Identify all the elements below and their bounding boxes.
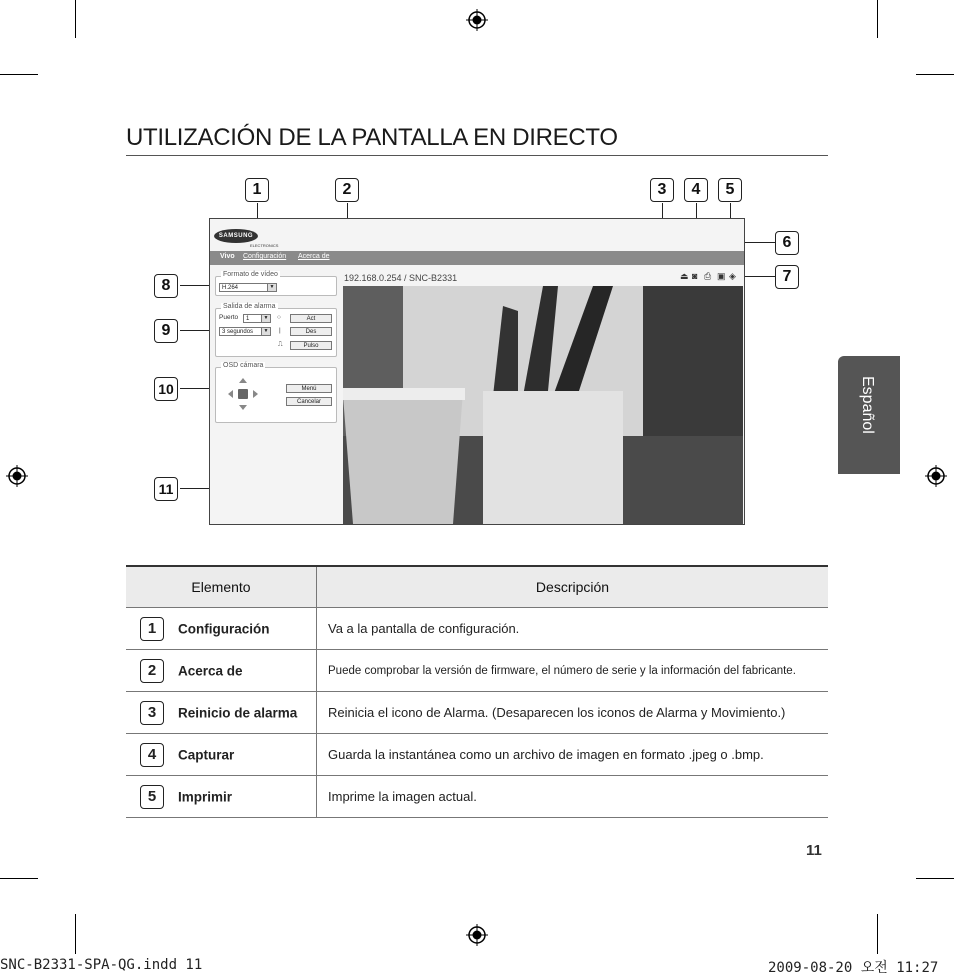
menu-live[interactable]: Vivo: [220, 253, 235, 260]
fullscreen-icon[interactable]: ▣: [717, 271, 726, 281]
table-row: [126, 608, 828, 650]
crop-mark: [0, 74, 38, 75]
alarm-pulse-button[interactable]: Pulso: [290, 341, 332, 350]
osd-title: OSD cámara: [223, 362, 264, 369]
footer-file-info: SNC-B2331-SPA-QG.indd 11: [0, 957, 203, 973]
element-name: Configuración: [178, 621, 270, 636]
osd-cancel-button[interactable]: Cancelar: [286, 397, 332, 406]
callout-7: 7: [775, 265, 799, 289]
element-name: Acerca de: [178, 663, 243, 678]
table-row: [126, 734, 828, 776]
element-name: Capturar: [178, 747, 235, 762]
elements-table: [126, 565, 828, 818]
callout-6: 6: [775, 231, 799, 255]
crop-mark: [877, 914, 878, 954]
registration-mark-icon: [925, 465, 947, 487]
callout-3: 3: [650, 178, 674, 202]
alarm-output-panel: [215, 308, 337, 357]
video-format-title: Formato de vídeo: [223, 271, 278, 278]
element-name: Reinicio de alarma: [178, 705, 298, 720]
page-title: UTILIZACIÓN DE LA PANTALLA EN DIRECTO: [126, 124, 618, 151]
alarm-reset-icon[interactable]: ⏏: [680, 271, 689, 281]
crop-mark: [75, 0, 76, 38]
table-row: [126, 776, 828, 818]
callout-2: 2: [335, 178, 359, 202]
callout-4: 4: [684, 178, 708, 202]
registration-mark-icon: [466, 9, 488, 31]
registration-mark-icon: [6, 465, 28, 487]
callout-5: 5: [718, 178, 742, 202]
row-number: 4: [140, 743, 164, 767]
camera-address: 192.168.0.254 / SNC-B2331: [344, 273, 458, 283]
callout-10: 10: [154, 377, 178, 401]
crop-mark: [75, 914, 76, 954]
callout-8: 8: [154, 274, 178, 298]
alarm-output-title: Salida de alarma: [223, 303, 276, 310]
logo-subtitle: ELECTRONICS: [250, 243, 279, 248]
alarm-off-button[interactable]: Des: [290, 327, 332, 336]
crop-mark: [916, 74, 954, 75]
header-description: Descripción: [317, 566, 829, 608]
table-row: [126, 692, 828, 734]
callout-1: 1: [245, 178, 269, 202]
page-number: 11: [806, 842, 822, 859]
live-video-feed: [343, 286, 743, 524]
header-element: Elemento: [126, 566, 317, 608]
osd-menu-button[interactable]: Menú: [286, 384, 332, 393]
row-number: 3: [140, 701, 164, 725]
leader-line: [740, 276, 775, 277]
capture-icon[interactable]: ◙: [692, 271, 698, 281]
table-row: [126, 650, 828, 692]
crop-mark: [0, 878, 38, 879]
menu-config[interactable]: Configuración: [243, 253, 287, 260]
callout-9: 9: [154, 319, 178, 343]
row-number: 5: [140, 785, 164, 809]
audio-icon[interactable]: ◈: [729, 271, 736, 281]
video-frame-image: [343, 286, 743, 524]
language-tab-label: Español: [859, 376, 876, 434]
menu-bar: [210, 251, 744, 265]
row-number: 2: [140, 659, 164, 683]
video-format-select[interactable]: H.264 ▼: [219, 283, 277, 292]
print-icon[interactable]: ⎙: [704, 271, 712, 281]
samsung-logo: SAMSUNG: [214, 229, 258, 243]
element-description: Puede comprobar la versión de firmware, el número de serie y la información del fabricante.: [317, 650, 829, 692]
element-description: Va a la pantalla de configuración.: [317, 608, 829, 650]
crop-mark: [877, 0, 878, 38]
registration-mark-icon: [466, 924, 488, 946]
live-view-screenshot: [209, 218, 745, 525]
port-select[interactable]: 1 ▼: [243, 314, 271, 323]
element-description: Reinicia el icono de Alarma. (Desaparecen los iconos de Alarma y Movimiento.): [317, 692, 829, 734]
pulse-indicator-icon: ⎍: [278, 341, 283, 348]
alarm-on-button[interactable]: Act: [290, 314, 332, 323]
row-number: 1: [140, 617, 164, 641]
video-format-panel: [215, 276, 337, 296]
footer-timestamp: 2009-08-20 오전 11:27: [768, 960, 939, 976]
title-divider: [126, 155, 828, 156]
port-label: Puerto: [219, 314, 239, 321]
callout-11: 11: [154, 477, 178, 501]
osd-panel: [215, 367, 337, 423]
element-name: Imprimir: [178, 789, 233, 804]
off-indicator-icon: |: [279, 327, 281, 334]
on-indicator-icon: ○: [277, 314, 281, 321]
element-description: Imprime la imagen actual.: [317, 776, 829, 818]
crop-mark: [916, 878, 954, 879]
osd-direction-pad-icon[interactable]: [226, 376, 260, 412]
menu-about[interactable]: Acerca de: [298, 253, 330, 260]
duration-select[interactable]: 3 segundos ▼: [219, 327, 271, 336]
element-description: Guarda la instantánea como un archivo de imagen en formato .jpeg o .bmp.: [317, 734, 829, 776]
language-tab: [838, 356, 900, 474]
